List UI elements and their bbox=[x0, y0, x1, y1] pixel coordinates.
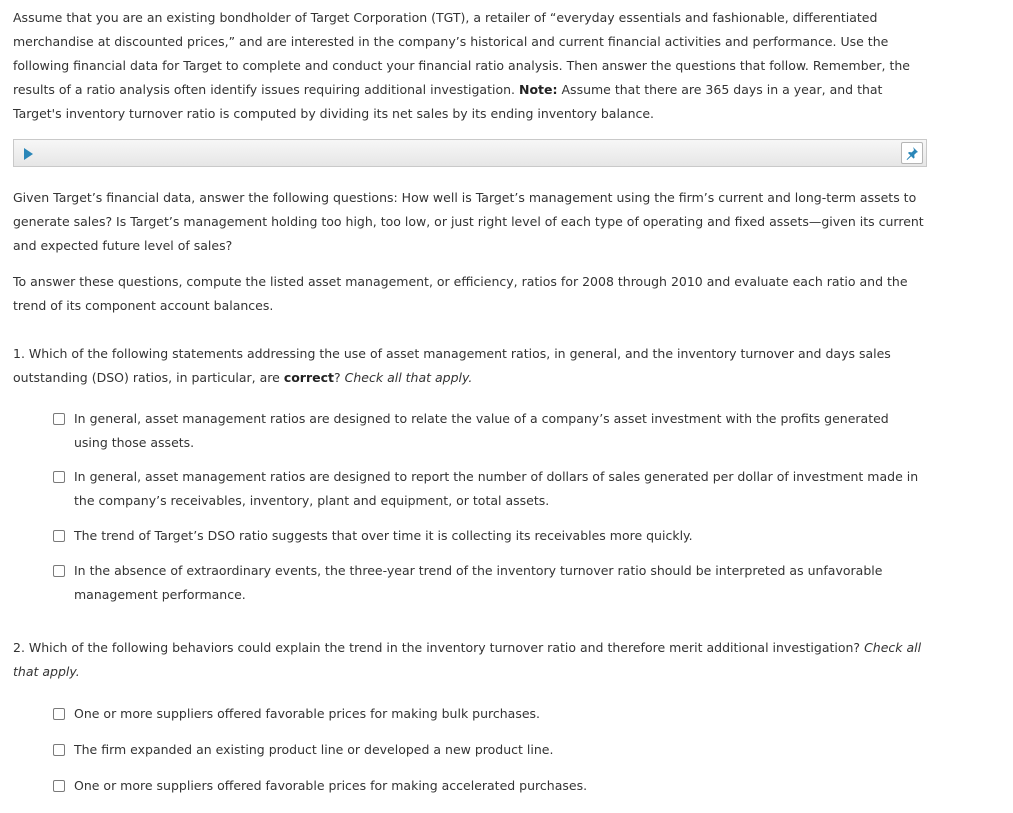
note-label: Note: bbox=[519, 82, 558, 97]
pin-icon bbox=[905, 146, 919, 160]
intro-paragraph bbox=[13, 6, 933, 126]
note-text: Assume that there are 365 days in a year, and that Target's inventory turnover ratio is computed by dividing its net sales by its ending inventory balance. bbox=[13, 82, 883, 121]
q1-option-2-label[interactable]: In general, asset management ratios are designed to report the number of dollars of sales generated per dollar of investment made in the company’s receivables, inventory, plant and equipment, or total assets. bbox=[74, 469, 919, 508]
q1-option-2-checkbox[interactable] bbox=[53, 471, 65, 483]
pin-button[interactable] bbox=[901, 142, 923, 164]
q2-option-2-label[interactable]: The firm expanded an existing product line or developed a new product line. bbox=[74, 742, 554, 757]
q1-option-3-checkbox[interactable] bbox=[53, 530, 65, 542]
q2-option-3-checkbox[interactable] bbox=[53, 780, 65, 792]
q1-option-1-label[interactable]: In general, asset management ratios are designed to relate the value of a company’s asset investment with the profits generated using those assets. bbox=[74, 411, 889, 450]
question-1-instruction: Check all that apply. bbox=[344, 370, 473, 385]
q1-option-3-label[interactable]: The trend of Target’s DSO ratio suggests that over time it is collecting its receivables more quickly. bbox=[74, 528, 693, 543]
intro-text: Assume that you are an existing bondholder of Target Corporation (TGT), a retailer of “everyday essentials and fashionable, differentiated merchandise at discounted prices,” and are interested in the company’s historical and current financial activities and performance. Use the following financial data for Target to complete and conduct your financial ratio analysis. Then answer the questions that follow. Remember, the results of a ratio analysis often identify issues requiring additional investigation. bbox=[13, 10, 910, 97]
instructions-paragraph: To answer these questions, compute the listed asset management, or efficiency, ratios for 2008 through 2010 and evaluate each ratio and the trend of its component account balances. bbox=[13, 274, 908, 313]
question-1-text: 1. Which of the following statements addressing the use of asset management ratios, in general, and the inventory turnover and days sales outstanding (DSO) ratios, in particular, are bbox=[13, 346, 891, 385]
q2-option-3-label[interactable]: One or more suppliers offered favorable prices for making accelerated purchases. bbox=[74, 778, 588, 793]
question-2-text: 2. Which of the following behaviors could explain the trend in the inventory turnover ratio and therefore merit additional investigation? bbox=[13, 640, 861, 655]
play-icon[interactable] bbox=[24, 148, 33, 160]
q2-option-2-checkbox[interactable] bbox=[53, 744, 65, 756]
question-1-bold: correct bbox=[283, 370, 335, 385]
q1-option-1-checkbox[interactable] bbox=[53, 413, 65, 425]
q1-option-4-checkbox[interactable] bbox=[53, 565, 65, 577]
question-1-mark: ? bbox=[334, 370, 341, 385]
q2-option-1-checkbox[interactable] bbox=[53, 708, 65, 720]
financial-data-toggle[interactable] bbox=[13, 139, 927, 167]
question-2-instruction: Check all that apply. bbox=[13, 640, 922, 679]
q1-option-4-label[interactable]: In the absence of extraordinary events, the three-year trend of the inventory turnover ratio should be interpreted as unfavorable management performance. bbox=[74, 563, 883, 602]
question-2 bbox=[13, 636, 933, 684]
q2-option-1-label[interactable]: One or more suppliers offered favorable prices for making bulk purchases. bbox=[74, 706, 541, 721]
question-1 bbox=[13, 342, 933, 390]
given-paragraph: Given Target’s financial data, answer the following questions: How well is Target’s management using the firm’s current and long-term assets to generate sales? Is Target’s management holding too high, too low, or just right level of each type of operating and fixed assets—given its current and expected future level of sales? bbox=[13, 190, 924, 253]
